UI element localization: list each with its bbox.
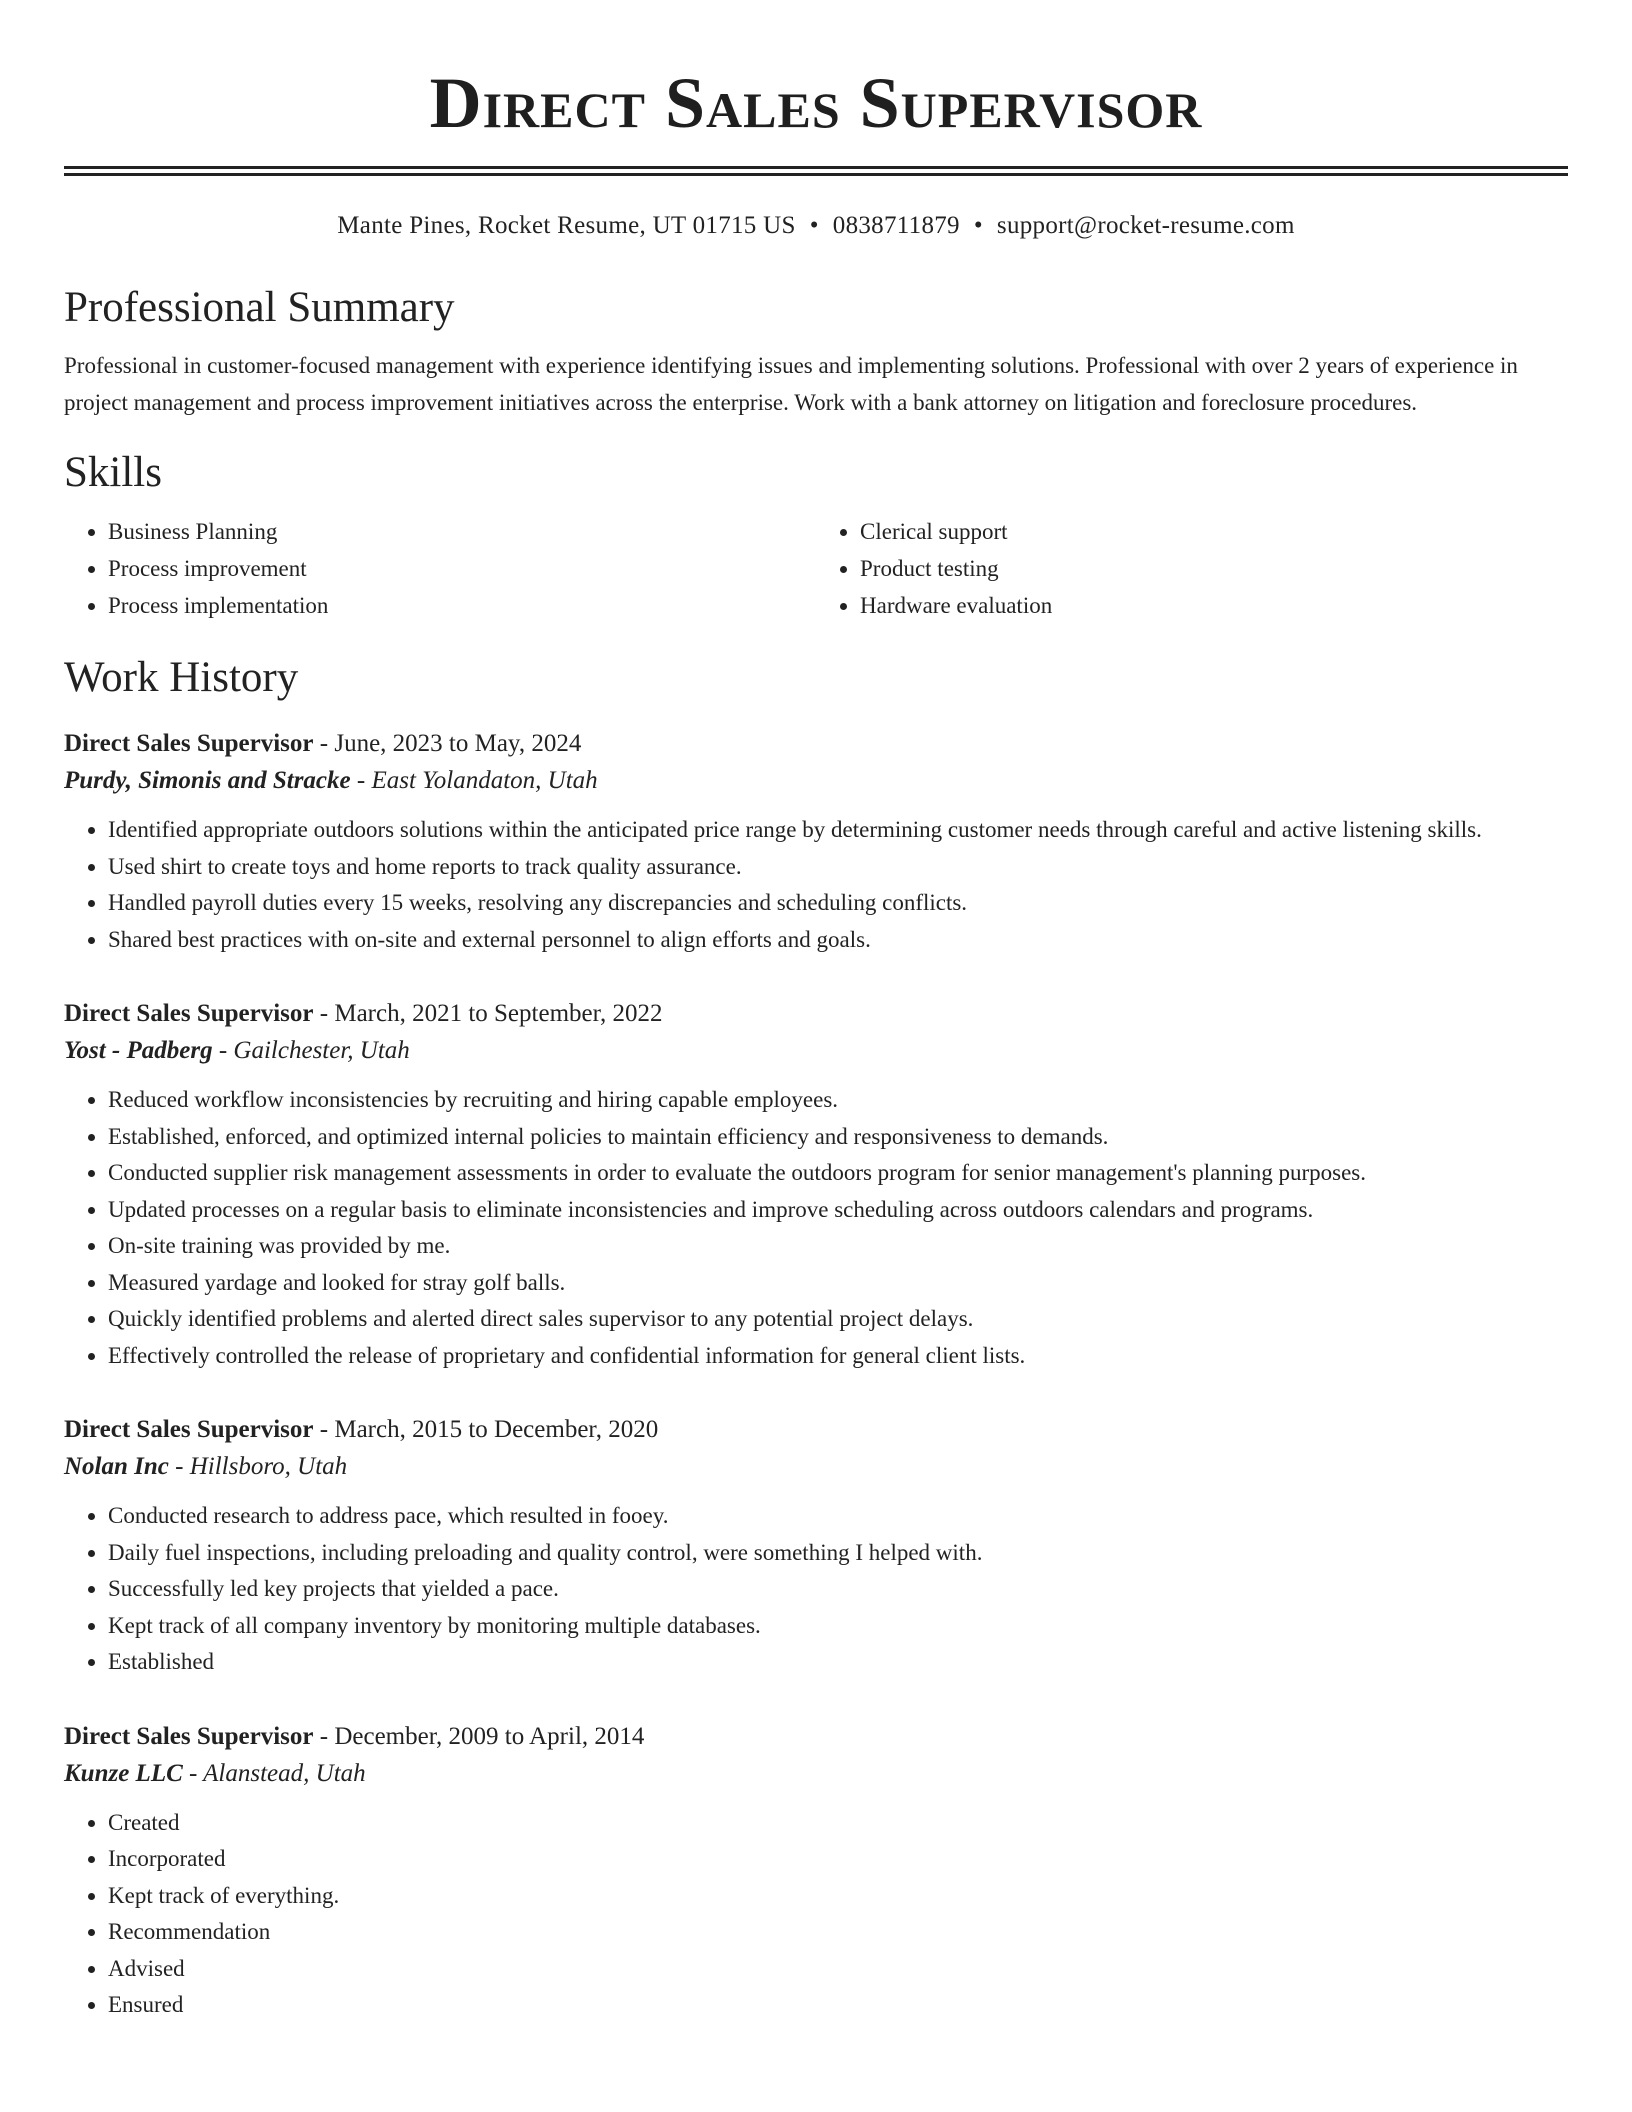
job-dates: - December, 2009 to April, 2014 bbox=[313, 1722, 645, 1750]
page-title: Direct Sales Supervisor bbox=[429, 63, 1203, 143]
job-company-line bbox=[64, 762, 1568, 800]
list-item: • Used shirt to create toys and home reports to track quality assurance. bbox=[108, 849, 1568, 886]
job-company: Nolan Inc bbox=[64, 1453, 169, 1480]
summary-section bbox=[64, 282, 1568, 421]
job-entry bbox=[64, 996, 1568, 1374]
list-item: • Identified appropriate outdoors solutions within the anticipated price range by determining customer needs through careful and active listening skills. bbox=[108, 812, 1568, 849]
contact-separator: • bbox=[809, 212, 819, 239]
list-item: • Established bbox=[108, 1644, 1568, 1681]
skill-item: • Business Planning bbox=[108, 513, 816, 550]
work-history-section bbox=[64, 652, 1568, 2024]
job-dates: - March, 2021 to September, 2022 bbox=[313, 1000, 663, 1027]
job-location: - Alanstead, Utah bbox=[182, 1759, 366, 1787]
skills-column-left bbox=[64, 513, 816, 624]
list-item: • Effectively controlled the release of proprietary and confidential information for general client lists. bbox=[108, 1338, 1568, 1375]
contact-line bbox=[64, 210, 1568, 242]
skills-grid bbox=[64, 513, 1568, 624]
list-item: • Successfully led key projects that yielded a pace. bbox=[108, 1571, 1568, 1608]
job-company-line bbox=[64, 1755, 1568, 1793]
skill-item: • Process improvement bbox=[108, 550, 816, 587]
job-title-line bbox=[64, 996, 1568, 1032]
job-title: Direct Sales Supervisor bbox=[64, 1722, 314, 1750]
job-title-line bbox=[64, 1412, 1568, 1448]
job-entry bbox=[64, 1719, 1568, 2024]
list-item: • Incorporated bbox=[108, 1841, 1568, 1878]
job-location: - Hillsboro, Utah bbox=[168, 1453, 348, 1480]
skill-item: • Clerical support bbox=[860, 513, 1568, 550]
job-bullets bbox=[64, 812, 1568, 958]
job-entry bbox=[64, 726, 1568, 958]
list-item: • On-site training was provided by me. bbox=[108, 1228, 1568, 1265]
list-item: • Measured yardage and looked for stray golf balls. bbox=[108, 1265, 1568, 1302]
summary-text: Professional in customer-focused management with experience identifying issues and implementing solutions. Professional with over 2 years of experience in project management and process improvement initiatives across the enterprise. Work with a bank attorney on litigation and foreclosure procedures. bbox=[64, 353, 1518, 415]
job-title-line bbox=[64, 726, 1568, 762]
job-dates: - June, 2023 to May, 2024 bbox=[313, 730, 582, 757]
contact-phone: 0838711879 bbox=[832, 212, 960, 239]
list-item: • Recommendation bbox=[108, 1914, 1568, 1951]
job-title: Direct Sales Supervisor bbox=[64, 1416, 314, 1443]
job-bullets bbox=[64, 1082, 1568, 1374]
skill-item: • Hardware evaluation bbox=[860, 587, 1568, 624]
list-item: • Daily fuel inspections, including preloading and quality control, were something I helped with. bbox=[108, 1535, 1568, 1572]
job-company-line bbox=[64, 1032, 1568, 1070]
title-divider bbox=[64, 166, 1568, 176]
list-item: • Kept track of everything. bbox=[108, 1878, 1568, 1915]
list-item: • Ensured bbox=[108, 1987, 1568, 2024]
skill-item: • Product testing bbox=[860, 550, 1568, 587]
job-company: Purdy, Simonis and Stracke bbox=[64, 767, 351, 794]
skills-heading: Skills bbox=[64, 449, 162, 496]
contact-separator: • bbox=[973, 212, 983, 239]
list-item: • Reduced workflow inconsistencies by recruiting and hiring capable employees. bbox=[108, 1082, 1568, 1119]
job-bullets bbox=[64, 1498, 1568, 1681]
list-item: • Handled payroll duties every 15 weeks, resolving any discrepancies and scheduling conflicts. bbox=[108, 885, 1568, 922]
list-item: • Updated processes on a regular basis to eliminate inconsistencies and improve scheduling across outdoors calendars and programs. bbox=[108, 1192, 1568, 1229]
list-item: • Kept track of all company inventory by monitoring multiple databases. bbox=[108, 1608, 1568, 1645]
work-history-heading: Work History bbox=[64, 654, 299, 701]
list-item: • Quickly identified problems and alerted direct sales supervisor to any potential project delays. bbox=[108, 1301, 1568, 1338]
job-company: Yost - Padberg bbox=[64, 1037, 213, 1064]
skills-column-right bbox=[816, 513, 1568, 624]
resume-page bbox=[64, 0, 1568, 2024]
list-item: • Created bbox=[108, 1805, 1568, 1842]
job-company: Kunze LLC bbox=[64, 1759, 183, 1787]
contact-address: Mante Pines, Rocket Resume, UT 01715 US bbox=[337, 212, 796, 239]
job-bullets bbox=[64, 1805, 1568, 2024]
job-company-line bbox=[64, 1448, 1568, 1486]
job-location: - East Yolandaton, Utah bbox=[350, 767, 598, 794]
list-item: • Shared best practices with on-site and external personnel to align efforts and goals. bbox=[108, 922, 1568, 959]
list-item: • Established, enforced, and optimized internal policies to maintain efficiency and responsiveness to demands. bbox=[108, 1119, 1568, 1156]
contact-email: support@rocket-resume.com bbox=[996, 212, 1295, 239]
skill-item: • Process implementation bbox=[108, 587, 816, 624]
summary-heading: Professional Summary bbox=[64, 284, 455, 331]
job-title: Direct Sales Supervisor bbox=[64, 1000, 314, 1027]
job-title-line bbox=[64, 1719, 1568, 1755]
list-item: • Advised bbox=[108, 1951, 1568, 1988]
job-entry bbox=[64, 1412, 1568, 1681]
job-location: - Gailchester, Utah bbox=[212, 1037, 410, 1064]
skills-section bbox=[64, 447, 1568, 624]
list-item: • Conducted research to address pace, which resulted in fooey. bbox=[108, 1498, 1568, 1535]
job-dates: - March, 2015 to December, 2020 bbox=[313, 1416, 659, 1443]
job-title: Direct Sales Supervisor bbox=[64, 730, 314, 757]
list-item: • Conducted supplier risk management assessments in order to evaluate the outdoors program for senior management's planning purposes. bbox=[108, 1155, 1568, 1192]
